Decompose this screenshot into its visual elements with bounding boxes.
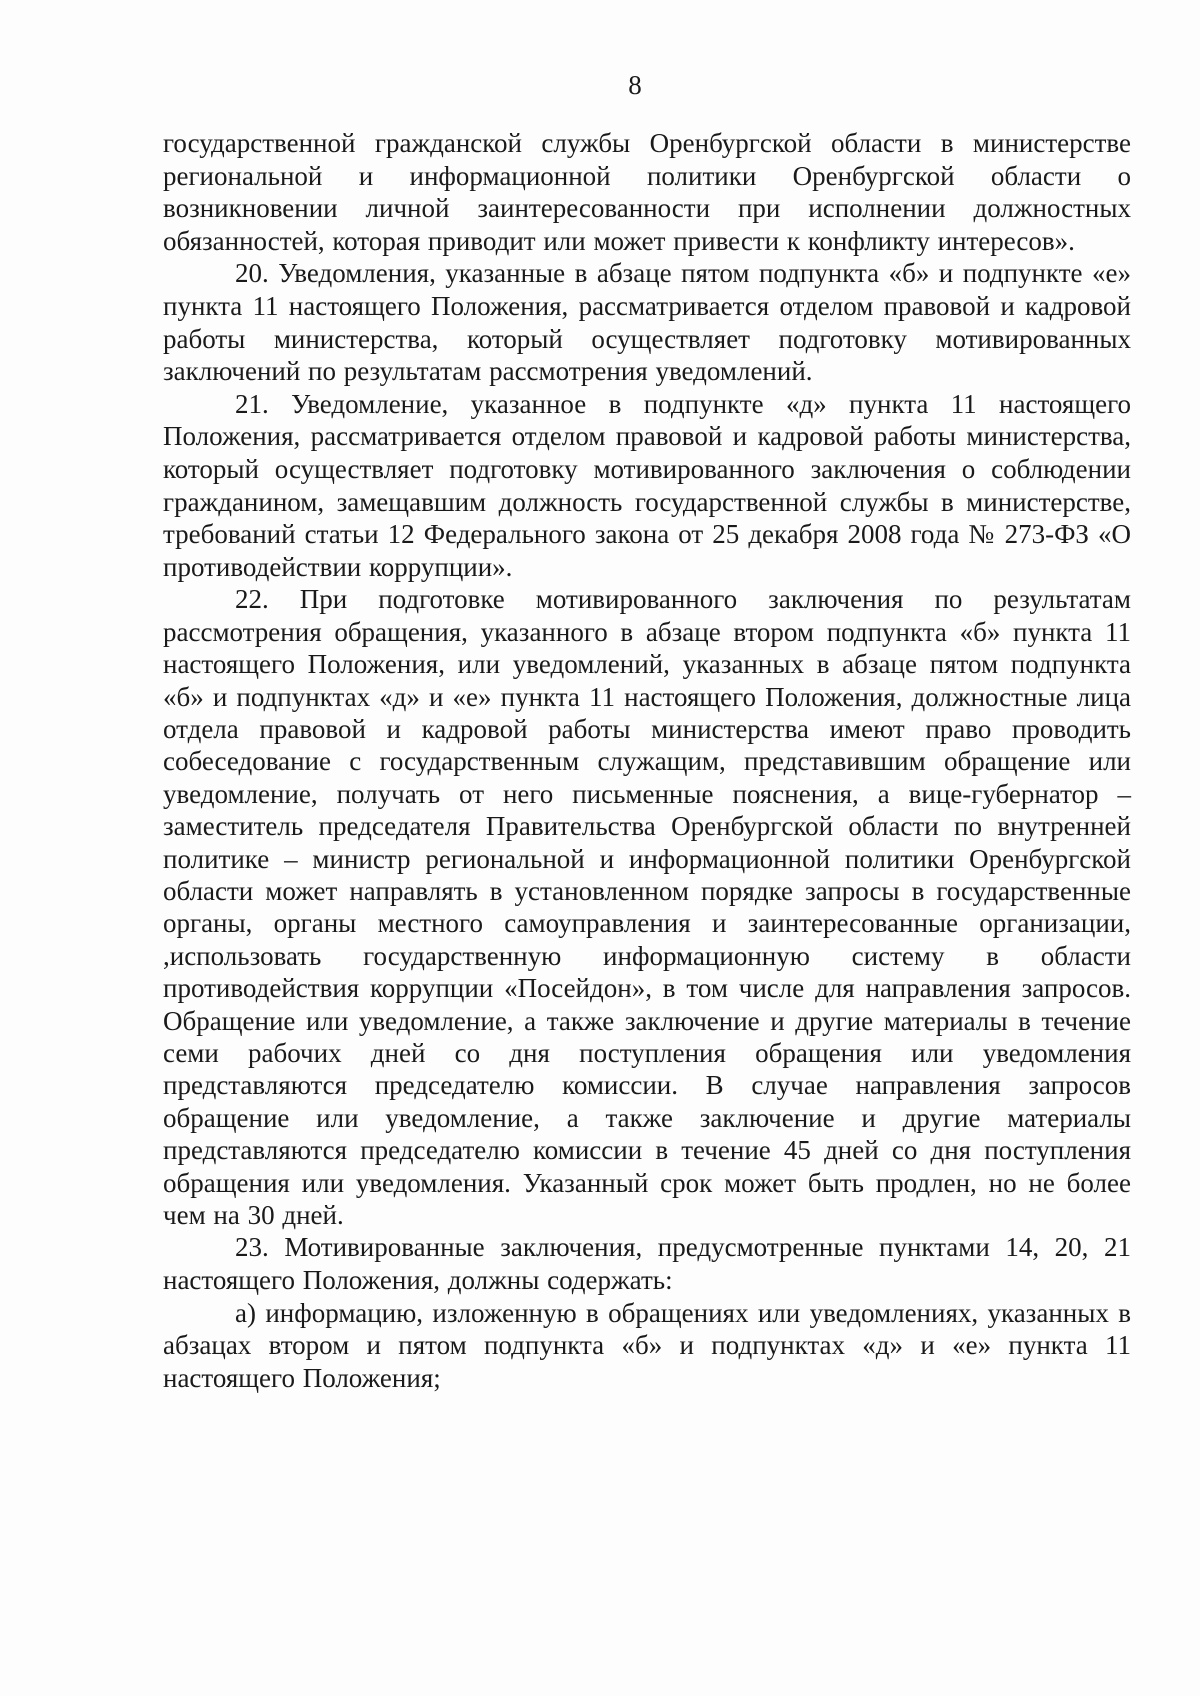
paragraph-20: 20. Уведомления, указанные в абзаце пятом подпункта «б» и подпункте «е» пункта 11 настоящего Положения, рассматривается отделом правовой и кадровой работы министерства, который осуществляет подготовку мотивированных заключений по результатам рассмотрения уведомлений. [163,258,1131,387]
document-body [163,127,1131,1394]
subparagraph-a: а) информацию, изложенную в обращениях или уведомлениях, указанных в абзацах втором и пятом подпункта «б» и подпунктах «д» и «е» пункта 11 настоящего Положения; [163,1297,1131,1393]
page-number: 8 [628,70,642,100]
paragraph-22: 22. При подготовке мотивированного заключения по результатам рассмотрения обращения, указанного в абзаце втором подпункта «б» пункта 11 настоящего Положения, или уведомлений, указанных в абзаце пятом подпункта «б» и подпунктах «д» и «е» пункта 11 настоящего Положения, должностные лица отдела правовой и кадровой работы министерства имеют право проводить собеседование с государственным служащим, представившим обращение или уведомление, получать от него письменные пояснения, а вице-губернатор – заместитель председателя Правительства Оренбургской области по внутренней политике – министр региональной и информационной политики Оренбургской области может направлять в установленном порядке запросы в государственные органы, органы местного самоуправления и заинтересованные организации, ,использовать государственную информационную систему в области противодействия коррупции «Посейдон», в том числе для направления запросов. Обращение или уведомление, а также заключение и другие материалы в течение семи рабочих дней со дня поступления обращения или уведомления представляются председателю комиссии. В случае направления запросов обращение или уведомление, а также заключение и другие материалы представляются председателю комиссии в течение 45 дней со дня поступления обращения или уведомления. Указанный срок может быть продлен, но не более чем на 30 дней. [163,584,1131,1231]
paragraph-23: 23. Мотивированные заключения, предусмотренные пунктами 14, 20, 21 настоящего Положения, должны содержать: [163,1232,1131,1296]
paragraph-21: 21. Уведомление, указанное в подпункте «д» пункта 11 настоящего Положения, рассматривается отделом правовой и кадровой работы министерства, который осуществляет подготовку мотивированного заключения о соблюдении гражданином, замещавшим должность государственной службы в министерстве, требований статьи 12 Федерального закона от 25 декабря 2008 года № 273-ФЗ «О противодействии коррупции». [163,388,1131,582]
paragraph-continuation: государственной гражданской службы Оренбургской области в министерстве региональной и информационной политики Оренбургской области о возникновении личной заинтересованности при исполнении должностных обязанностей, которая приводит или может привести к конфликту интересов». [163,128,1131,256]
